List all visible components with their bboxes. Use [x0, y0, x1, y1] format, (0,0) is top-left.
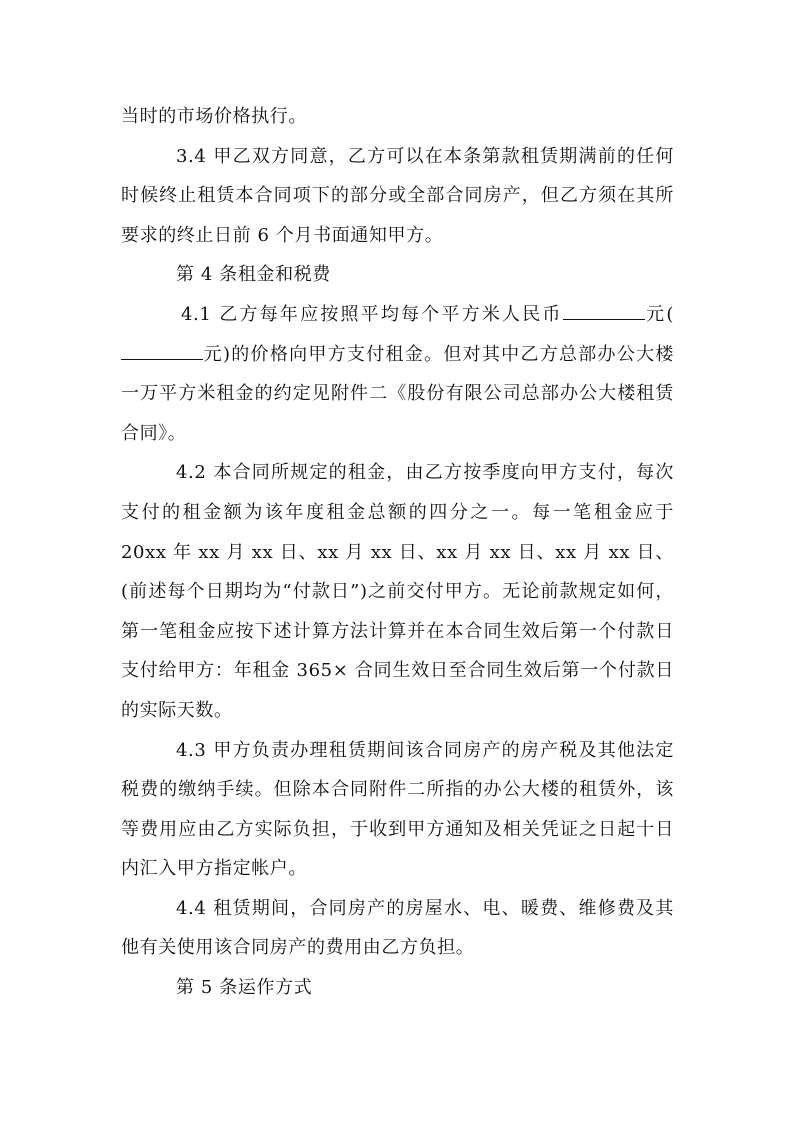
- paragraph-4-1-part-d: 元)的价格向甲方支付租金。但对其中乙方总部办公大楼一万平方米租金的约定见附件二《股份有限公司总部办公大楼租赁合同》。: [121, 343, 674, 444]
- paragraph-4-1-part-c: (: [666, 303, 674, 325]
- document-body: [121, 97, 674, 1008]
- paragraph-market-price: 当时的市场价格执行。: [121, 106, 307, 127]
- paragraph-4-1: [121, 295, 674, 453]
- heading-article-5: 第 5 条运作方式: [176, 977, 313, 999]
- paragraph-4-1-part-b: 元: [644, 303, 667, 325]
- paragraph-3-4: 3.4 甲乙双方同意，乙方可以在本条第款租赁期满前的任何时候终止租赁本合同项下的部分或全部合同房产，但乙方须在其所要求的终止日前 6 个月书面通知甲方。: [121, 145, 674, 246]
- paragraph-4-1-part-a: 4.1 乙方每年应按照平均每个平方米人民币: [181, 303, 563, 325]
- rent-amount-blank: [563, 299, 645, 320]
- rent-amount-uppercase-blank: [121, 339, 203, 360]
- paragraph-4-3: 4.3 甲方负责办理租赁期间该合同房产的房产税及其他法定税费的缴纳手续。但除本合同附件二所指的办公大楼的租赁外，该等费用应由乙方实际负担，于收到甲方通知及相关凭证之日起十日内汇入甲方指定帐户。: [121, 739, 674, 880]
- paragraph-4-2: 4.2 本合同所规定的租金，由乙方按季度向甲方支付，每次支付的租金额为该年度租金总额的四分之一。每一笔租金应于 20xx 年 xx 月 xx 日、xx 月 xx 日、xx 月 xx 日、xx 月 xx 日、(前述每个日期均为“付款日”)之前交付甲方。无论前款规定如何，第一笔租金应按下述计算方法计算并在本合同生效后第一个付款日支付给甲方：年租金 365× 合同生效日至合同生效后第一个付款日的实际天数。: [121, 462, 674, 721]
- heading-article-4: 第 4 条租金和税费: [176, 264, 331, 286]
- paragraph-4-4: 4.4 租赁期间，合同房产的房屋水、电、暖费、维修费及其他有关使用该合同房产的费用由乙方负担。: [121, 897, 674, 959]
